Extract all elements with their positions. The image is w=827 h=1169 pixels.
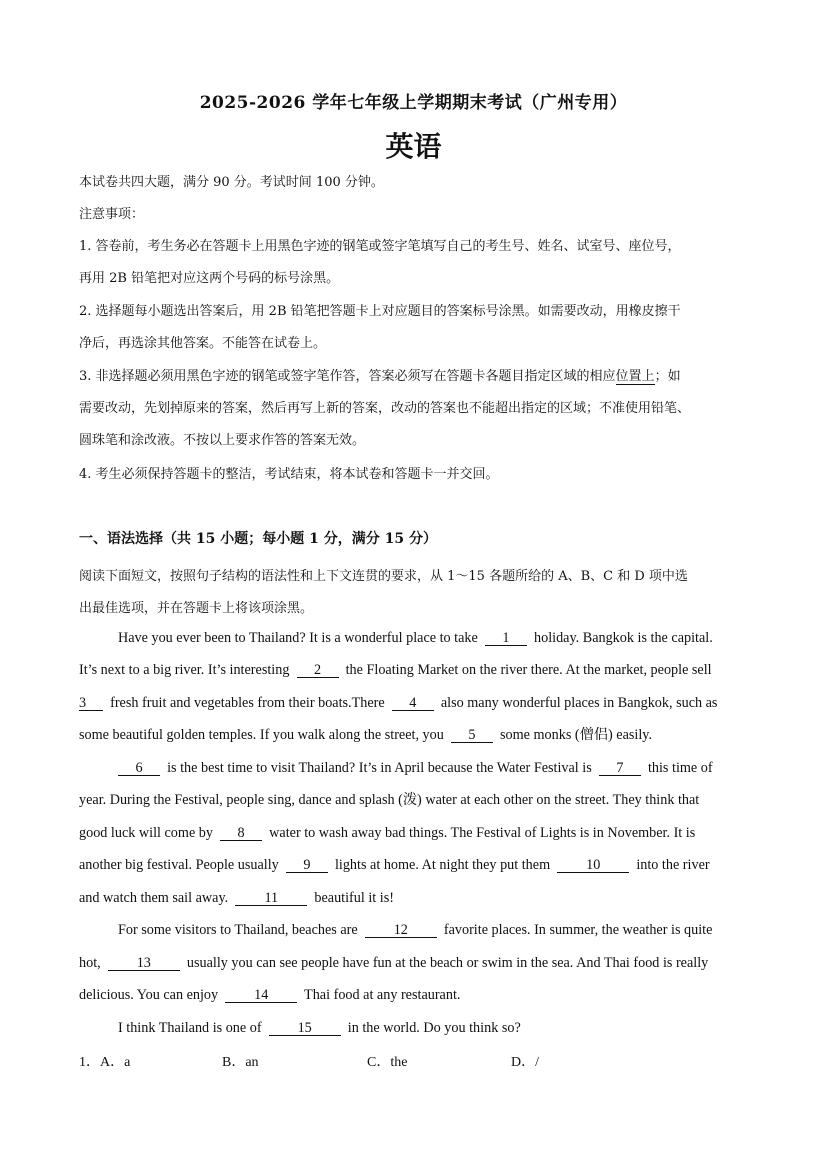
blank-15: 15 (269, 1021, 341, 1036)
exam-intro: 本试卷共四大题，满分 90 分。考试时间 100 分钟。 (79, 175, 384, 190)
question-1-option-c[interactable]: C．the (367, 1055, 408, 1070)
blank-4: 4 (392, 696, 434, 711)
notice-item-1-line-1: 1. 答卷前，考生务必在答题卡上用黑色字迹的钢笔或签字笔填写自己的考生号、姓名、试室号、座位号， (79, 239, 681, 254)
passage-line: year. During the Festival, people sing, dance and splash (泼) water at each other on the street. They think that (79, 792, 700, 808)
notice-item-2-line-1: 2. 选择题每小题选出答案后，用 2B 铅笔把答题卡上对应题目的答案标号涂黑。如需要改动，用橡皮擦干 (79, 304, 681, 319)
passage-line (79, 661, 712, 679)
passage-text: in the world. Do you think so? (347, 1020, 521, 1036)
question-1-option-d[interactable]: D．/ (511, 1055, 539, 1070)
notice-item-1-line-2: 再用 2B 铅笔把对应这两个号码的标号涂黑。 (79, 271, 340, 286)
passage-text: delicious. You can enjoy (79, 987, 219, 1003)
passage-text: hot, (79, 955, 101, 971)
passage-text: For some visitors to Thailand, beaches are (118, 922, 358, 938)
notice-label: 注意事项： (79, 207, 145, 222)
blank-1: 1 (485, 631, 527, 646)
notice-item-4: 4. 考生必须保持答题卡的整洁，考试结束，将本试卷和答题卡一并交回。 (79, 467, 499, 482)
section-1-instruction-line-1: 阅读下面短文，按照句子结构的语法性和上下文连贯的要求，从 1～15 各题所给的 A、B、C 和 D 项中选 (79, 569, 688, 584)
passage-text: Thai food at any restaurant. (304, 987, 461, 1003)
passage-text: some beautiful golden temples. If you walk along the street, you (79, 727, 444, 743)
passage-line (79, 954, 708, 972)
passage-text: this time of (647, 760, 713, 776)
blank-13: 13 (108, 956, 180, 971)
passage-text: I think Thailand is one of (118, 1020, 262, 1036)
subject-title: 英语 (385, 130, 442, 163)
passage-text: favorite places. In summer, the weather is quite (443, 922, 713, 938)
passage-text: the Floating Market on the river there. At the market, people sell (345, 662, 712, 678)
underlined-text: 位置上 (615, 369, 655, 384)
passage-line (118, 759, 713, 777)
passage-line (118, 629, 713, 647)
passage-text: is the best time to visit Thailand? It’s in April because the Water Festival is (167, 760, 592, 776)
passage-line (79, 986, 460, 1004)
notice-item-3-text-end: ；如 (654, 369, 681, 384)
blank-12: 12 (365, 923, 437, 938)
passage-text: another big festival. People usually (79, 857, 279, 873)
passage-text: It’s next to a big river. It’s interesting (79, 662, 290, 678)
passage-text: Have you ever been to Thailand? It is a wonderful place to take (118, 630, 478, 646)
passage-line (79, 889, 394, 907)
question-1-option-a[interactable]: A．a (100, 1055, 131, 1070)
blank-11: 11 (235, 891, 307, 906)
passage-text: lights at home. At night they put them (334, 857, 551, 873)
blank-5: 5 (451, 728, 493, 743)
blank-3: 3 (79, 696, 103, 711)
passage-text: usually you can see people have fun at the beach or swim in the sea. And Thai food is really (186, 955, 709, 971)
question-1-number: 1． (79, 1055, 100, 1070)
blank-2: 2 (297, 663, 339, 678)
notice-item-3-line-3: 圆珠笔和涂改液。不按以上要求作答的答案无效。 (79, 433, 366, 448)
blank-9: 9 (286, 858, 328, 873)
exam-title: 2025-2026 学年七年级上学期期末考试（广州专用） (199, 93, 628, 113)
passage-line (118, 1019, 521, 1037)
passage-text: some monks (僧侣) easily. (500, 727, 652, 743)
blank-14: 14 (225, 988, 297, 1003)
blank-8: 8 (220, 826, 262, 841)
passage-line (79, 726, 652, 744)
section-1-heading: 一、语法选择（共 15 小题；每小题 1 分，满分 15 分） (79, 531, 437, 547)
notice-item-3-line-2: 需要改动，先划掉原来的答案，然后再写上新的答案，改动的答案也不能超出指定的区域；不准使用铅笔、 (79, 401, 691, 416)
notice-item-2-line-2: 净后，再选涂其他答案。不能答在试卷上。 (79, 336, 327, 351)
passage-text: good luck will come by (79, 825, 213, 841)
notice-item-3-text: 3. 非选择题必须用黑色字迹的钢笔或签字笔作答，答案必须写在答题卡各题目指定区域的相应 (79, 369, 616, 384)
section-1-instruction-line-2: 出最佳选项，并在答题卡上将该项涂黑。 (79, 601, 314, 616)
passage-line (79, 824, 695, 842)
question-1-option-b[interactable]: B．an (222, 1055, 259, 1070)
blank-6: 6 (118, 761, 160, 776)
passage-line (79, 694, 717, 712)
blank-7: 7 (599, 761, 641, 776)
passage-text: water to wash away bad things. The Festival of Lights is in November. It is (269, 825, 696, 841)
passage-text: and watch them sail away. (79, 890, 229, 906)
passage-text: holiday. Bangkok is the capital. (534, 630, 713, 646)
passage-line (118, 921, 712, 939)
passage-text: also many wonderful places in Bangkok, such as (440, 695, 718, 711)
passage-text: into the river (636, 857, 710, 873)
passage-text: beautiful it is! (314, 890, 394, 906)
blank-10: 10 (557, 858, 629, 873)
passage-text: fresh fruit and vegetables from their boats.There (110, 695, 385, 711)
passage-line (79, 856, 710, 874)
notice-item-3-line-1 (79, 368, 681, 386)
